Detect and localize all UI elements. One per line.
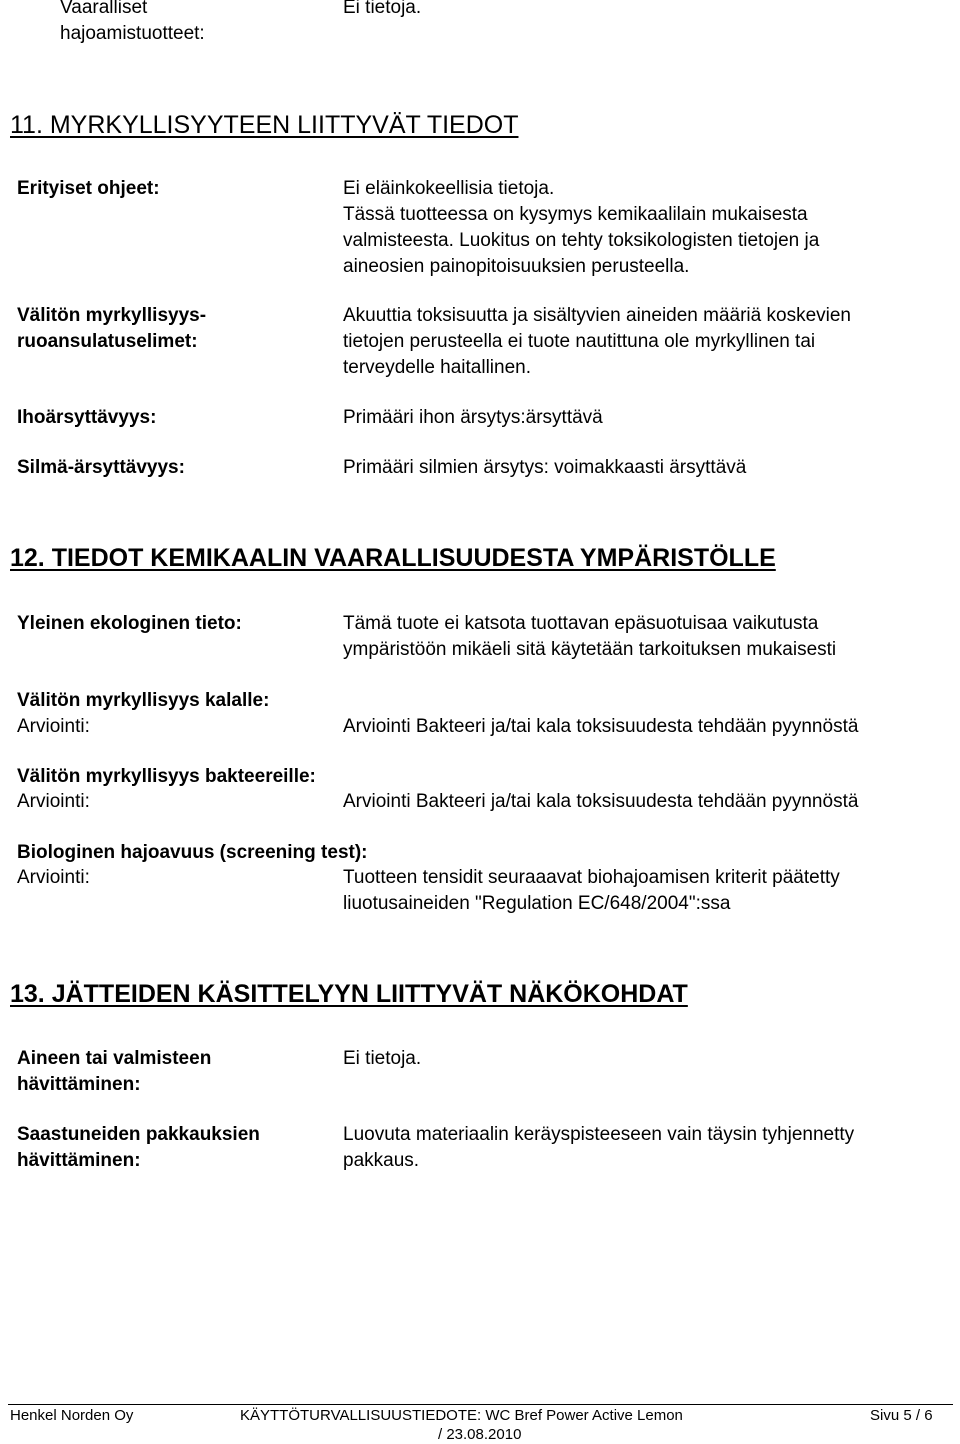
- erityiset-ohjeet-label: Erityiset ohjeet:: [17, 178, 160, 199]
- myrkyllisyys-kalalle-sublabel: Arviointi:: [17, 716, 90, 737]
- pakkauksien-havittaminen-label-line1: Saastuneiden pakkauksien: [17, 1124, 260, 1145]
- valiton-myrkyllisyys-label-line1: Välitön myrkyllisyys-: [17, 305, 207, 326]
- footer-page-number: Sivu 5 / 6: [870, 1407, 933, 1424]
- valiton-myrkyllisyys-label-line2: ruoansulatuselimet:: [17, 331, 198, 352]
- myrkyllisyys-kalalle-label: Välitön myrkyllisyys kalalle:: [17, 690, 270, 711]
- aineen-havittaminen-label-line2: hävittäminen:: [17, 1074, 141, 1095]
- yleinen-ekologinen-line: Tämä tuote ei katsota tuottavan epäsuotuisaa vaikutusta: [343, 613, 819, 634]
- footer-document-title: KÄYTTÖTURVALLISUUSTIEDOTE: WC Bref Power Active Lemon: [240, 1407, 683, 1424]
- silma-arsyttavyys-label: Silmä-ärsyttävyys:: [17, 457, 185, 478]
- hajoamistuotteet-value: Ei tietoja.: [343, 0, 422, 18]
- section-11-heading: 11. MYRKYLLISYYTEEN LIITTYVÄT TIEDOT: [10, 111, 519, 139]
- footer-company: Henkel Norden Oy: [10, 1407, 134, 1424]
- erityiset-ohjeet-line: Tässä tuotteessa on kysymys kemikaalilain mukaisesta: [343, 204, 808, 225]
- biologinen-hajoavuus-line: liuotusaineiden "Regulation EC/648/2004":ssa: [343, 893, 731, 914]
- footer-rule: [8, 1404, 953, 1405]
- valiton-myrkyllisyys-line: terveydelle haitallinen.: [343, 357, 532, 378]
- biologinen-hajoavuus-sublabel: Arviointi:: [17, 867, 90, 888]
- pakkauksien-havittaminen-line: Luovuta materiaalin keräyspisteeseen vain täysin tyhjennetty: [343, 1124, 855, 1145]
- erityiset-ohjeet-line: aineosien painopitoisuuksien perusteella.: [343, 256, 690, 277]
- yleinen-ekologinen-line: ympäristöön mikäeli sitä käytetään tarkoituksen mukaisesti: [343, 639, 837, 660]
- hajoamistuotteet-label-line2: hajoamistuotteet:: [60, 23, 205, 44]
- ihoarsyttavyys-value: Primääri ihon ärsytys:ärsyttävä: [343, 407, 603, 428]
- hajoamistuotteet-label-line1: Vaaralliset: [60, 0, 148, 18]
- valiton-myrkyllisyys-line: Akuuttia toksisuutta ja sisältyvien aineiden määriä koskevien: [343, 305, 851, 326]
- myrkyllisyys-bakteereille-label: Välitön myrkyllisyys bakteereille:: [17, 766, 316, 787]
- erityiset-ohjeet-line: valmisteesta. Luokitus on tehty toksikologisten tietojen ja: [343, 230, 820, 251]
- aineen-havittaminen-value: Ei tietoja.: [343, 1048, 422, 1069]
- biologinen-hajoavuus-line: Tuotteen tensidit seuraaavat biohajoamisen kriterit päätetty: [343, 867, 840, 888]
- pakkauksien-havittaminen-line: pakkaus.: [343, 1150, 420, 1171]
- silma-arsyttavyys-value: Primääri silmien ärsytys: voimakkaasti ärsyttävä: [343, 457, 747, 478]
- section-13-heading: 13. JÄTTEIDEN KÄSITTELYYN LIITTYVÄT NÄKÖKOHDAT: [10, 980, 688, 1008]
- erityiset-ohjeet-line: Ei eläinkokeellisia tietoja.: [343, 178, 555, 199]
- valiton-myrkyllisyys-line: tietojen perusteella ei tuote nautittuna ole myrkyllinen tai: [343, 331, 816, 352]
- pakkauksien-havittaminen-label-line2: hävittäminen:: [17, 1150, 141, 1171]
- ihoarsyttavyys-label: Ihoärsyttävyys:: [17, 407, 157, 428]
- myrkyllisyys-kalalle-value: Arviointi Bakteeri ja/tai kala toksisuudesta tehdään pyynnöstä: [343, 716, 859, 737]
- yleinen-ekologinen-label: Yleinen ekologinen tieto:: [17, 613, 242, 634]
- biologinen-hajoavuus-label: Biologinen hajoavuus (screening test):: [17, 842, 368, 863]
- myrkyllisyys-bakteereille-sublabel: Arviointi:: [17, 791, 90, 812]
- section-12-heading: 12. TIEDOT KEMIKAALIN VAARALLISUUDESTA YMPÄRISTÖLLE: [10, 544, 776, 572]
- myrkyllisyys-bakteereille-value: Arviointi Bakteeri ja/tai kala toksisuudesta tehdään pyynnöstä: [343, 791, 859, 812]
- footer-date: / 23.08.2010: [438, 1426, 522, 1443]
- aineen-havittaminen-label-line1: Aineen tai valmisteen: [17, 1048, 212, 1069]
